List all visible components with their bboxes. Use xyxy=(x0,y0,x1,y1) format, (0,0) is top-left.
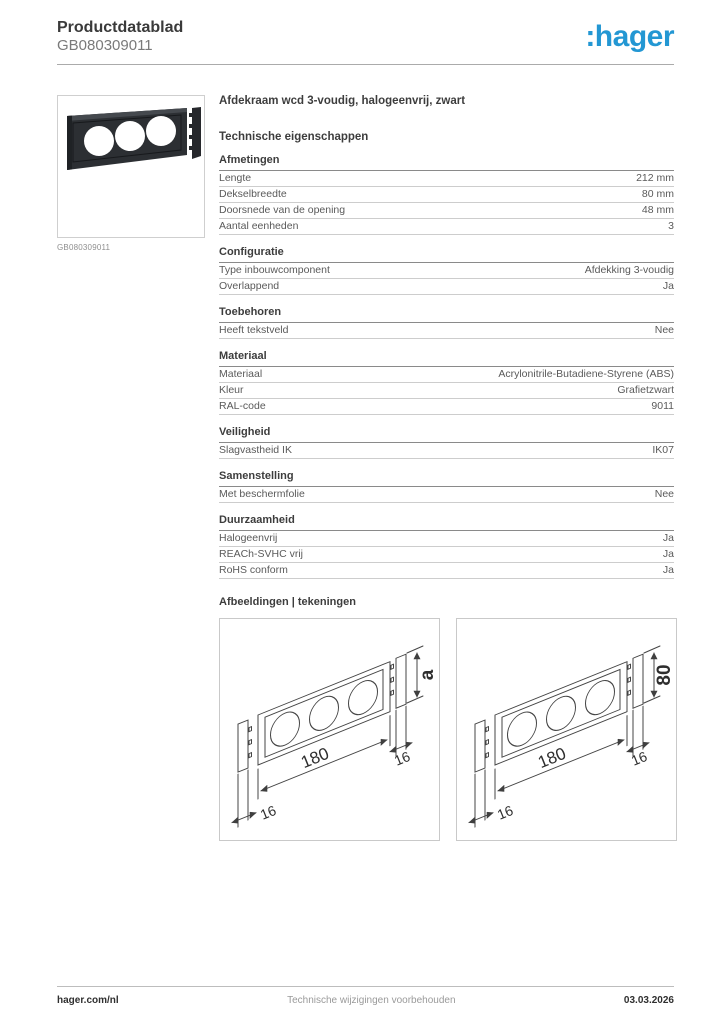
spec-label: Lengte xyxy=(219,172,252,184)
spec-value: 3 xyxy=(668,220,674,232)
spec-label: Halogeenvrij xyxy=(219,532,278,544)
drawings-heading: Afbeeldingen | tekeningen xyxy=(219,596,356,608)
spec-value: Grafietzwart xyxy=(617,384,674,396)
product-title: Afdekraam wcd 3-voudig, halogeenvrij, zwart xyxy=(219,95,466,107)
header xyxy=(0,0,724,55)
dim-length-label: 180 xyxy=(535,743,569,773)
dim-length-label: 180 xyxy=(298,743,332,773)
dim-depth-back-label: 16 xyxy=(391,748,413,769)
footer-date: 03.03.2026 xyxy=(623,995,674,1006)
spec-row xyxy=(219,187,674,203)
product-photo xyxy=(57,95,205,238)
dim-height-label: 80 xyxy=(654,664,675,686)
dim-depth-back-label: 16 xyxy=(628,748,650,769)
spec-value: Ja xyxy=(662,564,674,576)
spec-section xyxy=(219,154,674,235)
spec-row xyxy=(219,487,674,503)
dim-height-label: a xyxy=(417,669,438,681)
dim-depth-front-label: 16 xyxy=(494,802,516,823)
spec-row xyxy=(219,219,674,235)
spec-label: Kleur xyxy=(219,384,244,396)
spec-row xyxy=(219,443,674,459)
spec-row xyxy=(219,547,674,563)
spec-value: 48 mm xyxy=(641,204,674,216)
spec-section xyxy=(219,246,674,295)
spec-row xyxy=(219,531,674,547)
dim-depth-front-label: 16 xyxy=(257,802,279,823)
spec-section xyxy=(219,470,674,503)
spec-label: Dekselbreedte xyxy=(219,188,287,200)
hager-logo: :hager xyxy=(585,20,674,53)
spec-label: REACh-SVHC vrij xyxy=(219,548,304,560)
spec-label: Materiaal xyxy=(219,368,263,380)
technical-drawing-left xyxy=(219,618,440,841)
spec-row xyxy=(219,563,674,579)
spec-section xyxy=(219,426,674,459)
spec-value: Nee xyxy=(654,324,674,336)
footer-row xyxy=(57,995,674,1006)
spec-section-title: Duurzaamheid xyxy=(219,514,674,531)
spec-value: Afdekking 3-voudig xyxy=(584,264,674,276)
tech-properties-heading: Technische eigenschappen xyxy=(219,131,369,143)
spec-value: IK07 xyxy=(652,444,674,456)
spec-value: Acrylonitrile-Butadiene-Styrene (ABS) xyxy=(498,368,674,380)
header-text xyxy=(57,19,183,55)
spec-row xyxy=(219,399,674,415)
product-photo-art xyxy=(58,96,204,237)
spec-label: RoHS conform xyxy=(219,564,288,576)
content xyxy=(57,95,674,841)
spec-label: Overlappend xyxy=(219,280,280,292)
spec-section-title: Afmetingen xyxy=(219,154,674,171)
spec-value: Ja xyxy=(662,280,674,292)
spec-value: Ja xyxy=(662,548,674,560)
spec-value: 80 mm xyxy=(641,188,674,200)
footer xyxy=(57,986,674,1006)
product-image-caption: GB080309011 xyxy=(57,243,111,252)
spec-section-title: Materiaal xyxy=(219,350,674,367)
doc-title: Productdatablad xyxy=(57,19,184,36)
technical-drawing-right xyxy=(456,618,677,841)
spec-label: Aantal eenheden xyxy=(219,220,299,232)
doc-product-code: GB080309011 xyxy=(57,37,153,54)
spec-column xyxy=(219,95,674,841)
spec-section xyxy=(219,306,674,339)
footer-website: hager.com/nl xyxy=(57,995,119,1006)
isometric-drawing-left xyxy=(220,619,439,838)
spec-section xyxy=(219,350,674,415)
spec-section-title: Samenstelling xyxy=(219,470,674,487)
spec-label: Type inbouwcomponent xyxy=(219,264,330,276)
spec-value: Ja xyxy=(662,532,674,544)
spec-value: 212 mm xyxy=(636,172,674,184)
spec-sections xyxy=(219,154,674,579)
spec-label: RAL-code xyxy=(219,400,266,412)
spec-label: Slagvastheid IK xyxy=(219,444,292,456)
spec-row xyxy=(219,323,674,339)
spec-label: Doorsnede van de opening xyxy=(219,204,346,216)
spec-label: Met beschermfolie xyxy=(219,488,305,500)
spec-row xyxy=(219,263,674,279)
spec-value: Nee xyxy=(654,488,674,500)
spec-section-title: Configuratie xyxy=(219,246,674,263)
spec-section-title: Toebehoren xyxy=(219,306,674,323)
spec-row xyxy=(219,171,674,187)
drawings-row xyxy=(219,618,674,841)
header-rule xyxy=(57,64,674,65)
spec-section xyxy=(219,514,674,579)
isometric-drawing-right xyxy=(457,619,676,838)
spec-row xyxy=(219,383,674,399)
spec-row xyxy=(219,279,674,295)
spec-label: Heeft tekstveld xyxy=(219,324,289,336)
spec-row xyxy=(219,367,674,383)
spec-row xyxy=(219,203,674,219)
footer-rule xyxy=(57,986,674,987)
footer-notice: Technische wijzigingen voorbehouden xyxy=(287,995,456,1006)
product-image-column xyxy=(57,95,205,841)
spec-section-title: Veiligheid xyxy=(219,426,674,443)
spec-value: 9011 xyxy=(651,400,674,412)
